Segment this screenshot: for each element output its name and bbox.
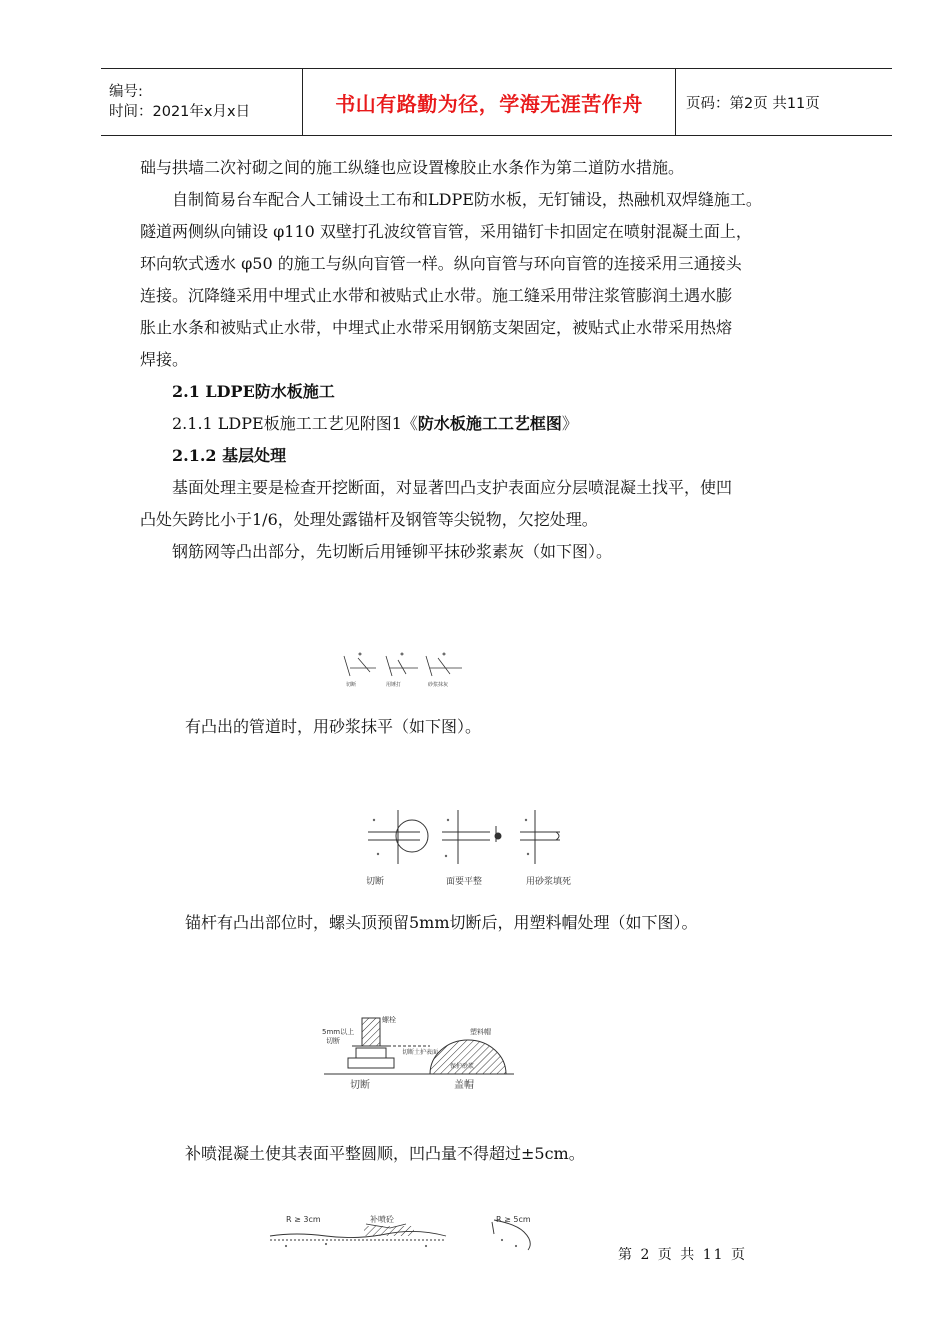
paragraph-line: 环向软式透水 φ50 的施工与纵向盲管一样。纵向盲管与环向盲管的连接采用三通接头 — [140, 254, 742, 273]
mesh-label-cut: 切断 — [346, 682, 357, 688]
bolt-caption-cut: 切断 — [350, 1080, 370, 1091]
pipe-paragraph: 有凸出的管道时，用砂浆抹平（如下图）。 — [185, 717, 482, 736]
bolt-label-cut-surface: 切断土护表面 — [402, 1049, 439, 1056]
paragraph-line: 凸处矢跨比小于1/6，处理处露锚杆及钢管等尖锐物，欠挖处理。 — [140, 510, 598, 529]
pipe-label-cut: 切断 — [366, 877, 385, 887]
header-page-info — [676, 69, 892, 135]
bolt-label: 螺栓 — [382, 1016, 396, 1024]
section-heading-2-1-2: 2.1.2 基层处理 — [172, 446, 287, 465]
bolt-paragraph: 锚杆有凸出部位时，螺头顶预留5mm切断后，用塑料帽处理（如下图）。 — [185, 913, 698, 932]
paragraph-line: 胀止水条和被贴式止水带，中埋式止水带采用钢筋支架固定，被贴式止水带采用热熔 — [140, 318, 733, 337]
spray-label-mid: 补喷砼 — [370, 1215, 394, 1224]
section-heading-2-1-1 — [140, 408, 880, 440]
header-motto — [303, 69, 676, 135]
spray-paragraph: 补喷混凝土使其表面平整圆顺，凹凸量不得超过±5cm。 — [185, 1144, 585, 1163]
page-footer: 第 2 页 共 11 页 — [618, 1247, 747, 1263]
paragraph-line: 基面处理主要是检查开挖断面，对显著凹凸支护表面应分层喷混凝土找平，使凹 — [172, 478, 733, 497]
bolt-label-5mm: 5mm以上 — [322, 1028, 355, 1036]
bolt-treatment-figure — [318, 1012, 528, 1094]
pipe-label-flat: 面要平整 — [446, 877, 483, 887]
paragraph-line: 连接。沉降缝采用中埋式止水带和被贴式止水带。施工缝采用带注浆管膨润土遇水膨 — [140, 286, 733, 305]
bolt-label-cut-small: 切断 — [326, 1037, 340, 1045]
mesh-label-mortar: 砂浆抹灰 — [428, 682, 449, 688]
document-body — [140, 152, 880, 568]
heading-suffix: 》 — [561, 414, 578, 433]
header-meta — [101, 69, 303, 135]
spray-label-left: R ≥ 3cm — [286, 1215, 321, 1224]
document-number-label: 编号: — [109, 84, 143, 100]
motto-text: 书山有路勤为径，学海无涯苦作舟 — [335, 91, 643, 116]
heading-prefix: 2.1.1 LDPE板施工工艺见附图1《 — [172, 414, 418, 433]
paragraph-line: 焊接。 — [140, 350, 189, 369]
pipe-treatment-figure — [360, 808, 600, 892]
bolt-caption-cap: 盖帽 — [454, 1080, 474, 1091]
bolt-label-cap: 塑料帽 — [470, 1028, 491, 1036]
figure-reference: 防水板施工工艺框图 — [417, 414, 562, 433]
paragraph-line: 自制简易台车配合人工铺设土工布和LDPE防水板，无钉铺设，热融机双焊缝施工。 — [172, 190, 762, 209]
mesh-label-hammer: 用锤打 — [386, 682, 402, 688]
section-heading-2-1: 2.1 LDPE防水板施工 — [172, 382, 335, 401]
pipe-label-fill: 用砂浆填死 — [526, 877, 572, 887]
page-header — [101, 68, 892, 136]
mesh-treatment-figure — [340, 648, 480, 690]
spray-label-right: R ≥ 5cm — [496, 1215, 531, 1224]
paragraph-line: 础与拱墙二次衬砌之间的施工纵缝也应设置橡胶止水条作为第二道防水措施。 — [140, 158, 685, 177]
document-date-label: 时间：2021年x月x日 — [109, 104, 251, 120]
page-number-label: 页码：第2页 共11页 — [686, 95, 820, 112]
bolt-label-cap-inside: 保护砂浆 — [450, 1063, 475, 1070]
paragraph-line: 钢筋网等凸出部分，先切断后用锤铆平抹砂浆素灰（如下图）。 — [172, 542, 613, 561]
spray-treatment-figure — [266, 1208, 546, 1252]
paragraph-line: 隧道两侧纵向铺设 φ110 双壁打孔波纹管盲管，采用锚钉卡扣固定在喷射混凝土面上， — [140, 222, 752, 241]
